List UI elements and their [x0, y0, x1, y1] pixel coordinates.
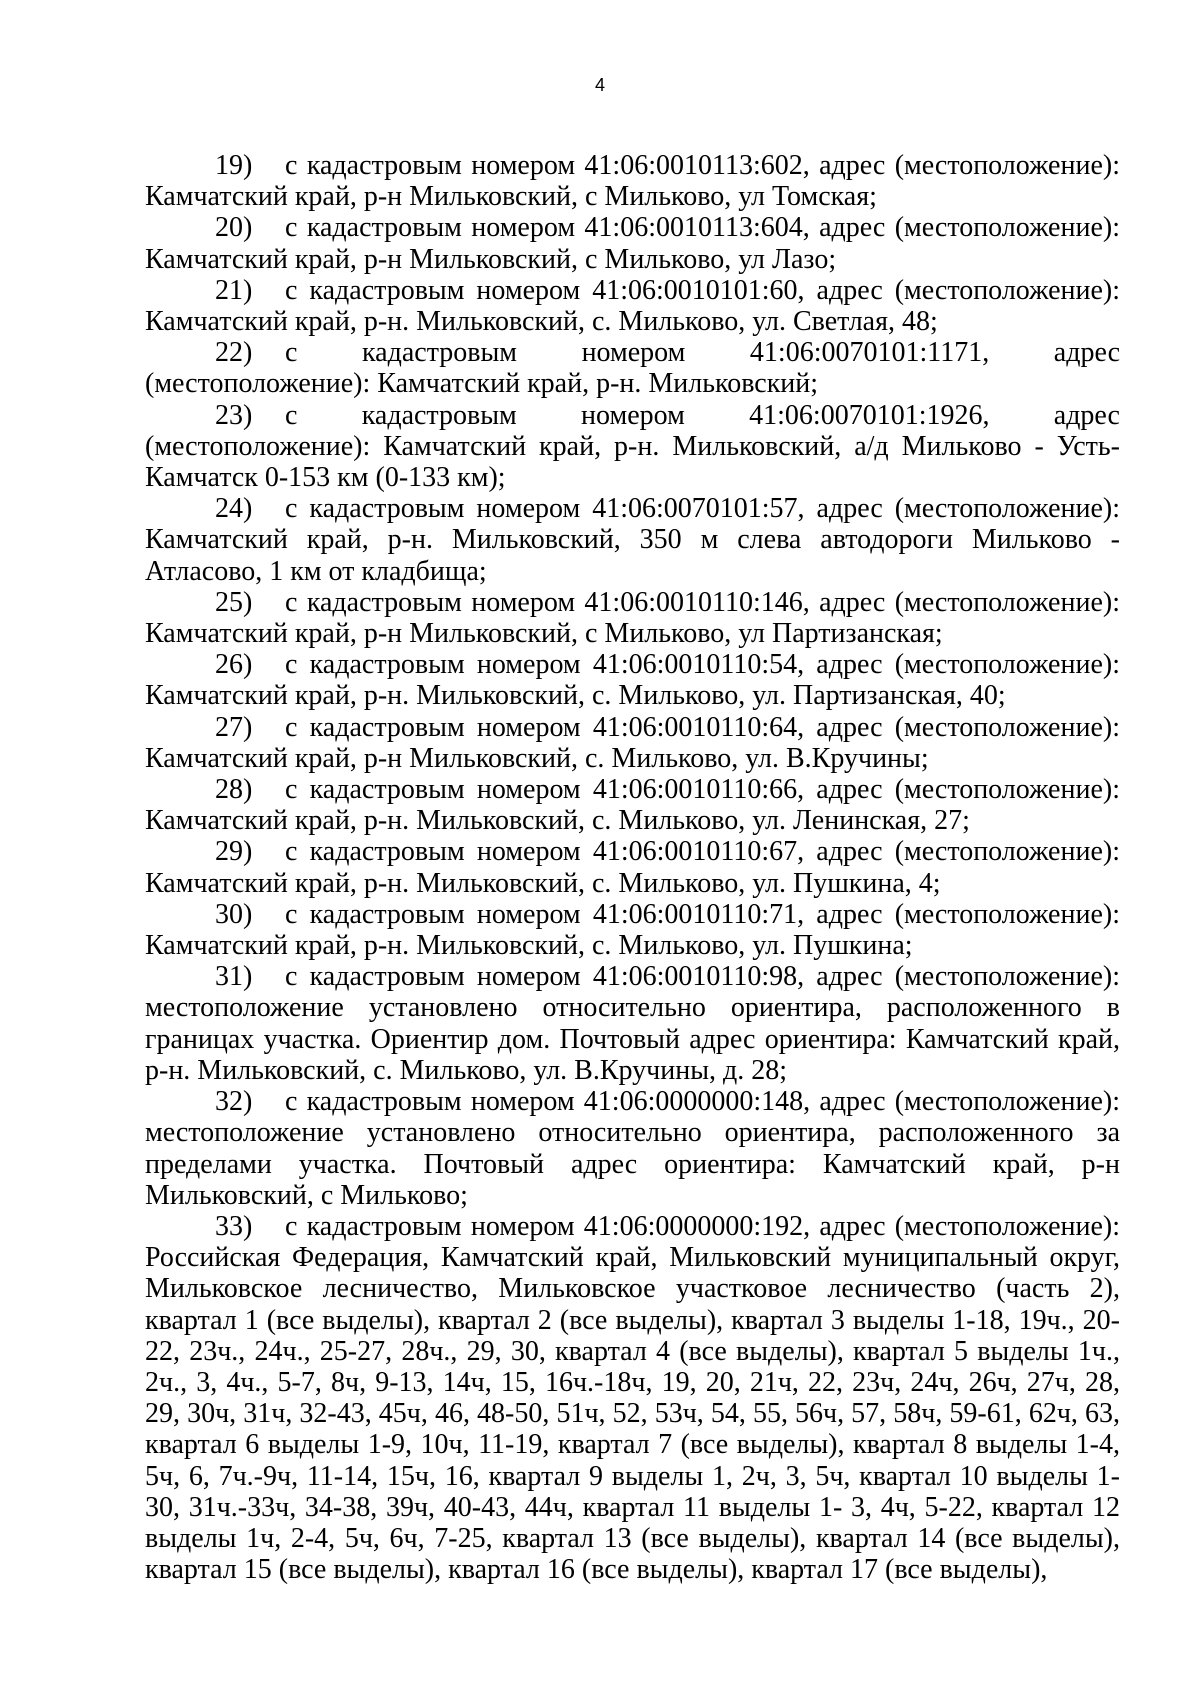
item-text: с кадастровым номером 41:06:0010110:146, адрес (местоположение): Камчатский край, р-н Мильковский, с Мильково, ул Партизанская; [145, 586, 1120, 650]
item-number: 33) [215, 1210, 253, 1242]
item-text: с кадастровым номером 41:06:0010110:71, адрес (местоположение): Камчатский край, р-н. Мильковский, с. Мильково, ул. Пушкина; [145, 898, 1120, 962]
item-number: 28) [215, 774, 253, 806]
list-item [145, 649, 1120, 711]
list-item [145, 899, 1120, 961]
page-number: 4 [594, 75, 605, 95]
list-item [145, 1086, 1120, 1211]
list-item [145, 961, 1120, 1086]
item-text: с кадастровым номером 41:06:0010110:54, адрес (местоположение): Камчатский край, р-н. Мильковский, с. Мильково, ул. Партизанская, 40; [145, 649, 1120, 712]
list-item [145, 1211, 1120, 1585]
item-text: с кадастровым номером 41:06:0010110:67, адрес (местоположение): Камчатский край, р-н. Мильковский, с. Мильково, ул. Пушкина, 4; [145, 836, 1120, 899]
item-text: с кадастровым номером 41:06:0010110:64, адрес (местоположение): Камчатский край, р-н Мильковский, с. Мильково, ул. В.Кручины; [145, 711, 1120, 774]
cadastral-list [145, 150, 1120, 1585]
list-item [145, 212, 1120, 274]
list-item [145, 150, 1120, 212]
item-text: с кадастровым номером 41:06:0010110:98, адрес (местоположение): местоположение установлено относительно ориентира, расположенного в границах участка. Ориентир дом. Почтовый адрес ориентира: Камчатский край, р-н. Мильковский, с. Мильково, ул. В.Кручины, д. 28; [145, 961, 1120, 1086]
item-number: 22) [215, 337, 253, 369]
list-item [145, 275, 1120, 337]
list-item [145, 587, 1120, 649]
item-number: 32) [215, 1086, 253, 1118]
item-text: с кадастровым номером 41:06:0010101:60, адрес (местоположение): Камчатский край, р-н. Мильковский, с. Мильково, ул. Светлая, 48; [145, 274, 1120, 338]
list-item [145, 400, 1120, 494]
item-text: с кадастровым номером 41:06:0010113:602, адрес (местоположение): Камчатский край, р-н Мильковский, с Мильково, ул Томская; [145, 150, 1120, 213]
item-number: 27) [215, 711, 253, 743]
item-number: 24) [215, 493, 253, 525]
item-number: 21) [215, 274, 253, 306]
item-number: 31) [215, 961, 253, 993]
item-text: с кадастровым номером 41:06:0070101:1171, адрес (местоположение): Камчатский край, р-н. Мильковский; [145, 337, 1120, 400]
item-number: 19) [215, 150, 253, 181]
list-item [145, 337, 1120, 399]
item-text: с кадастровым номером 41:06:0070101:57, адрес (местоположение): Камчатский край, р-н. Мильковский, 350 м слева автодороги Мильково - Атласово, 1 км от кладбища; [145, 493, 1120, 587]
item-text: с кадастровым номером 41:06:0070101:1926, адрес (местоположение): Камчатский край, р-н. Мильковский, а/д Мильково - Усть-Камчатск 0-153 км (0-133 км); [145, 399, 1120, 494]
item-text: с кадастровым номером 41:06:0010110:66, адрес (местоположение): Камчатский край, р-н. Мильковский, с. Мильково, ул. Ленинская, 27; [145, 774, 1120, 837]
item-number: 20) [215, 212, 253, 244]
item-number: 26) [215, 649, 253, 681]
item-number: 29) [215, 836, 253, 868]
list-item [145, 774, 1120, 836]
item-text: с кадастровым номером 41:06:0010113:604, адрес (местоположение): Камчатский край, р-н Мильковский, с Мильково, ул Лазо; [145, 212, 1120, 275]
item-number: 25) [215, 586, 253, 618]
list-item [145, 712, 1120, 774]
item-text: с кадастровым номером 41:06:0000000:192, адрес (местоположение): Российская Федерация, Камчатский край, Мильковский муниципальный округ, Мильковское лесничество, Мильковское участковое лесничество (часть 2), квартал 1 (все выделы), квартал 2 (все выделы), квартал 3 выделы 1-18, 19ч., 20-22, 23ч., 24ч., 25-27, 28ч., 29, 30, квартал 4 (все выделы), квартал 5 выделы 1ч., 2ч., 3, 4ч., 5-7, 8ч, 9-13, 14ч, 15, 16ч.-18ч, 19, 20, 21ч, 22, 23ч, 24ч, 26ч, 27ч, 28, 29, 30ч, 31ч, 32-43, 45ч, 46, 48-50, 51ч, 52, 53ч, 54, 55, 56ч, 57, 58ч, 59-61, 62ч, 63, квартал 6 выделы 1-9, 10ч, 11-19, квартал 7 (все выделы), квартал 8 выделы 1-4, 5ч, 6, 7ч.-9ч, 11-14, 15ч, 16, квартал 9 выделы 1, 2ч, 3, 5ч, квартал 10 выделы 1-30, 31ч.-33ч, 34-38, 39ч, 40-43, 44ч, квартал 11 выделы 1- 3, 4ч, 5-22, квартал 12 выделы 1ч, 2-4, 5ч, 6ч, 7-25, квартал 13 (все выделы), квартал 14 (все выделы), квартал 15 (все выделы), квартал 16 (все выделы), квартал 17 (все выделы), [145, 1210, 1120, 1586]
item-number: 23) [215, 399, 253, 431]
list-item [145, 836, 1120, 898]
item-text: с кадастровым номером 41:06:0000000:148, адрес (местоположение): местоположение установлено относительно ориентира, расположенного за пределами участка. Почтовый адрес ориентира: Камчатский край, р-н Мильковский, с Мильково; [145, 1086, 1120, 1211]
list-item [145, 493, 1120, 587]
item-number: 30) [215, 898, 253, 930]
